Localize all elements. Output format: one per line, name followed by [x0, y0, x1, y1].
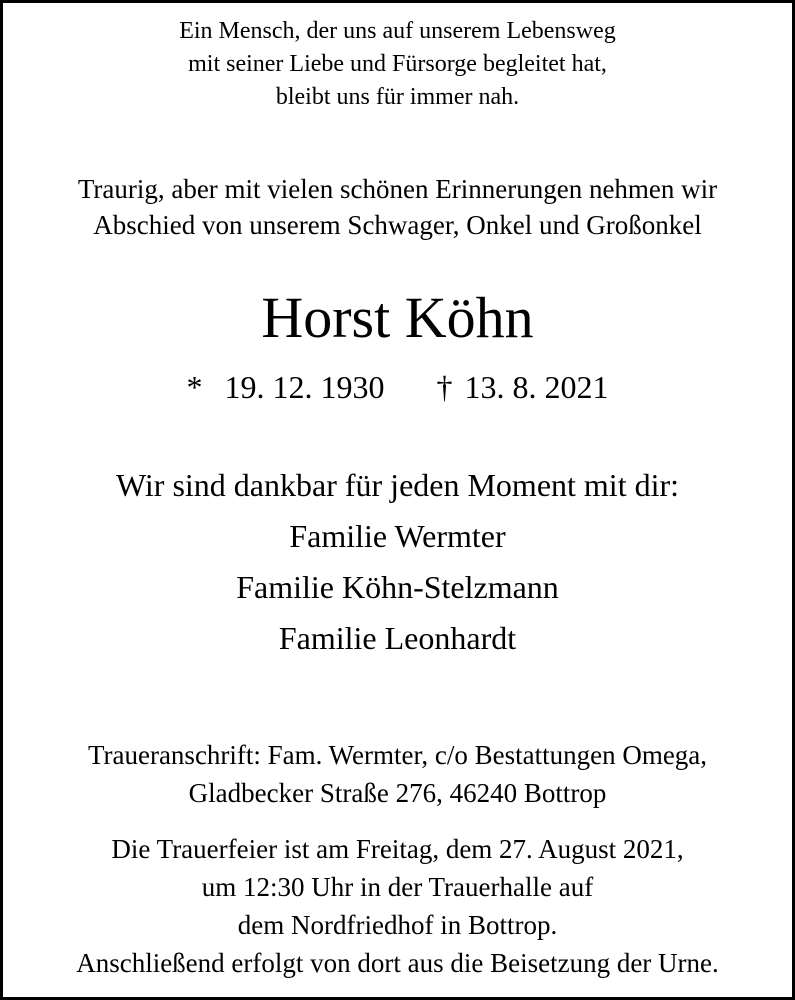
life-dates: [3, 367, 792, 407]
ceremony-line: Die Trauerfeier ist am Freitag, dem 27. August 2021,: [111, 834, 684, 864]
intro-line: Traurig, aber mit vielen schönen Erinnerungen nehmen wir: [77, 174, 718, 204]
family-name: Familie Wermter: [289, 518, 506, 554]
motto-quote: [3, 15, 792, 114]
ceremony-info: [3, 830, 792, 982]
motto-line: mit seiner Liebe und Fürsorge begleitet hat,: [188, 51, 607, 77]
intro-text: [3, 171, 792, 243]
birth-star-icon: *: [186, 369, 203, 405]
motto-line: Ein Mensch, der uns auf unserem Lebensweg: [179, 18, 616, 44]
ceremony-line: Anschließend erfolgt von dort aus die Beisetzung der Urne.: [76, 948, 719, 978]
address-line: Traueranschrift: Fam. Wermter, c/o Bestattungen Omega,: [87, 740, 708, 770]
ceremony-line: dem Nordfriedhof in Bottrop.: [237, 910, 558, 940]
intro-line: Abschied von unserem Schwager, Onkel und Großonkel: [93, 210, 702, 240]
ceremony-line: um 12:30 Uhr in der Trauerhalle auf: [201, 872, 594, 902]
thanks-line: Wir sind dankbar für jeden Moment mit dir:: [115, 467, 680, 503]
family-name: Familie Köhn-Stelzmann: [236, 569, 559, 605]
mourning-address: [3, 736, 792, 812]
death-date: 13. 8. 2021: [464, 369, 609, 405]
death-cross-icon: †: [436, 369, 453, 405]
birth-date: 19. 12. 1930: [224, 369, 385, 405]
birth-date-group: [187, 367, 385, 407]
address-line: Gladbecker Straße 276, 46240 Bottrop: [188, 778, 607, 808]
deceased-name: Horst Köhn: [261, 285, 534, 350]
family-name: Familie Leonhardt: [278, 620, 517, 656]
death-date-group: [437, 367, 609, 407]
mourners-list: [3, 511, 792, 664]
motto-line: bleibt uns für immer nah.: [275, 84, 520, 110]
